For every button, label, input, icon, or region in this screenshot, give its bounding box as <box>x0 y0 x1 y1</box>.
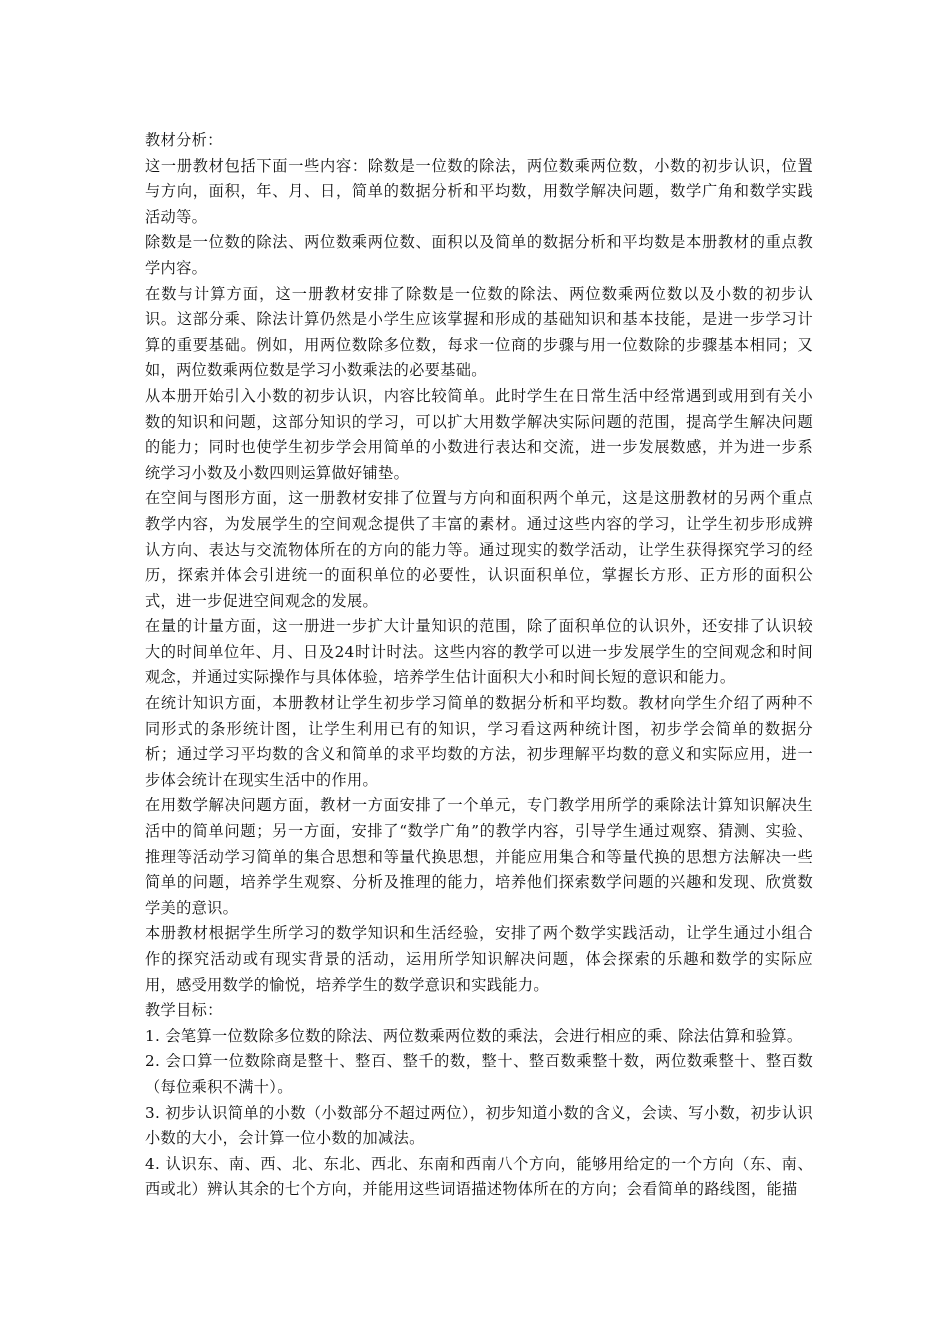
document-body <box>145 128 813 1203</box>
paragraph-problem-solving: 在用数学解决问题方面，教材一方面安排了一个单元，专门教学用所学的乘除法计算知识解决生活中的简单问题；另一方面，安排了“数学广角”的教学内容，引导学生通过观察、猜测、实验、推理等活动学习简单的集合思想和等量代换思想，并能应用集合和等量代换的思想方法解决一些简单的问题，培养学生观察、分析及推理的能力，培养他们探索数学问题的兴趣和发现、欣赏数学美的意识。 <box>145 796 813 917</box>
paragraph-key-content: 除数是一位数的除法、两位数乘两位数、面积以及简单的数据分析和平均数是本册教材的重点教学内容。 <box>145 233 813 277</box>
paragraph-number-calculation: 在数与计算方面，这一册教材安排了除数是一位数的除法、两位数乘两位数以及小数的初步认识。这部分乘、除法计算仍然是小学生应该掌握和形成的基础知识和基本技能，是进一步学习计算的重要基础。例如，用两位数除多位数，每求一位商的步骤与用一位数除的步骤基本相同；又如，两位数乘两位数是学习小数乘法的必要基础。 <box>145 284 813 380</box>
paragraph-decimals-intro: 从本册开始引入小数的初步认识，内容比较简单。此时学生在日常生活中经常遇到或用到有关小数的知识和问题，这部分知识的学习，可以扩大用数学解决实际问题的范围，提高学生解决问题的能力；同时也使学生初步学会用简单的小数进行表达和交流，进一步发展数感，并为进一步系统学习小数及小数四则运算做好铺垫。 <box>145 386 813 482</box>
goal-item-3: 3. 初步认识简单的小数（小数部分不超过两位），初步知道小数的含义，会读、写小数，初步认识小数的大小，会计算一位小数的加减法。 <box>145 1103 813 1148</box>
section-heading-analysis: 教材分析： <box>145 131 223 149</box>
paragraph-practice-activities: 本册教材根据学生所学习的数学知识和生活经验，安排了两个数学实践活动，让学生通过小组合作的探究活动或有现实背景的活动，运用所学知识解决问题，体会探索的乐趣和数学的实际应用，感受用数学的愉悦，培养学生的数学意识和实践能力。 <box>145 924 813 994</box>
paragraph-measurement: 在量的计量方面，这一册进一步扩大计量知识的范围，除了面积单位的认识外，还安排了认识较大的时间单位年、月、日及24时计时法。这些内容的教学可以进一步发展学生的空间观念和时间观念，并通过实际操作与具体体验，培养学生估计面积大小和时间长短的意识和能力。 <box>145 617 813 687</box>
goal-item-1: 1. 会笔算一位数除多位数的除法、两位数乘两位数的乘法，会进行相应的乘、除法估算和验算。 <box>145 1026 803 1045</box>
paragraph-statistics: 在统计知识方面，本册教材让学生初步学习简单的数据分析和平均数。教材向学生介绍了两种不同形式的条形统计图，让学生利用已有的知识，学习看这两种统计图，初步学会简单的数据分析；通过学习平均数的含义和简单的求平均数的方法，初步理解平均数的意义和实际应用，进一步体会统计在现实生活中的作用。 <box>145 694 813 789</box>
goal-item-4: 4. 认识东、南、西、北、东北、西北、东南和西南八个方向，能够用给定的一个方向（东、南、西或北）辨认其余的七个方向，并能用这些词语描述物体所在的方向；会看简单的路线图，能描 <box>145 1154 813 1199</box>
paragraph-content-overview: 这一册教材包括下面一些内容：除数是一位数的除法，两位数乘两位数，小数的初步认识，位置与方向，面积，年、月、日，简单的数据分析和平均数，用数学解决问题，数学广角和数学实践活动等。 <box>145 156 813 226</box>
goal-item-2: 2. 会口算一位数除商是整十、整百、整千的数，整十、整百数乘整十数，两位数乘整十、整百数（每位乘积不满十）。 <box>145 1052 813 1096</box>
section-heading-goals: 教学目标： <box>145 1001 223 1020</box>
paragraph-space-geometry: 在空间与图形方面，这一册教材安排了位置与方向和面积两个单元，这是这册教材的另两个重点教学内容，为发展学生的空间观念提供了丰富的素材。通过这些内容的学习，让学生初步形成辨认方向、表达与交流物体所在的方向的能力等。通过现实的数学活动，让学生获得探究学习的经历，探索并体会引进统一的面积单位的必要性，认识面积单位，掌握长方形、正方形的面积公式，进一步促进空间观念的发展。 <box>145 489 813 610</box>
